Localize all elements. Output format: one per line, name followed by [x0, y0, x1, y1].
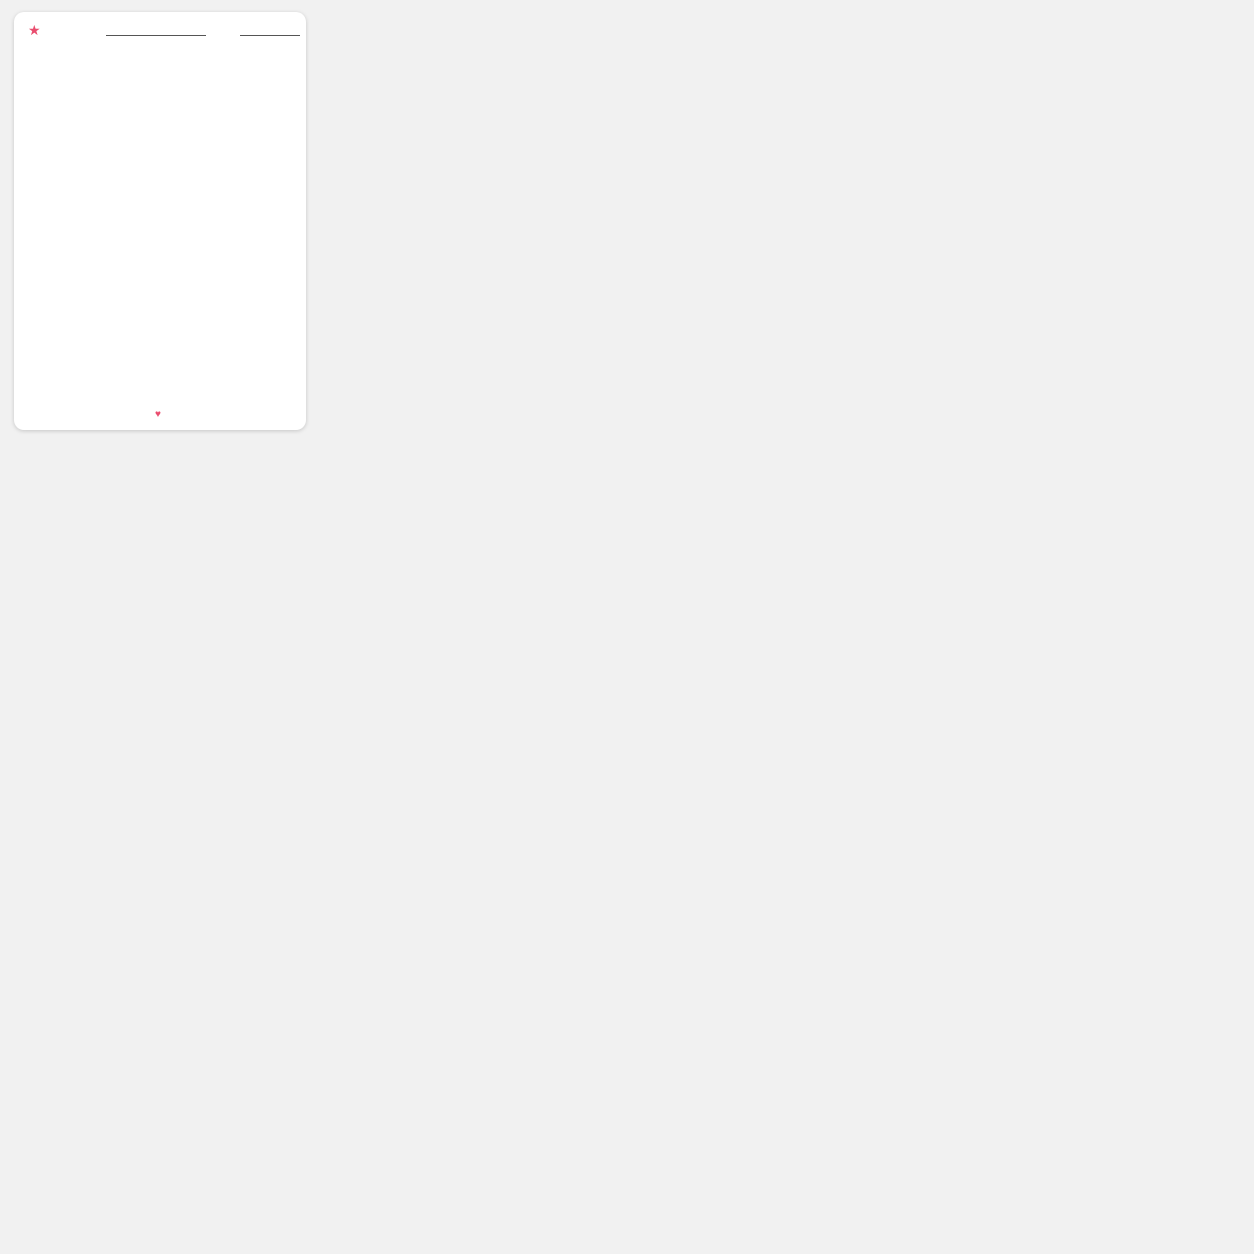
- heart-icon: ♥: [155, 409, 161, 420]
- worksheet-art: [14, 12, 306, 430]
- star-icon: ★: [28, 22, 41, 38]
- worksheet-card: [14, 12, 306, 430]
